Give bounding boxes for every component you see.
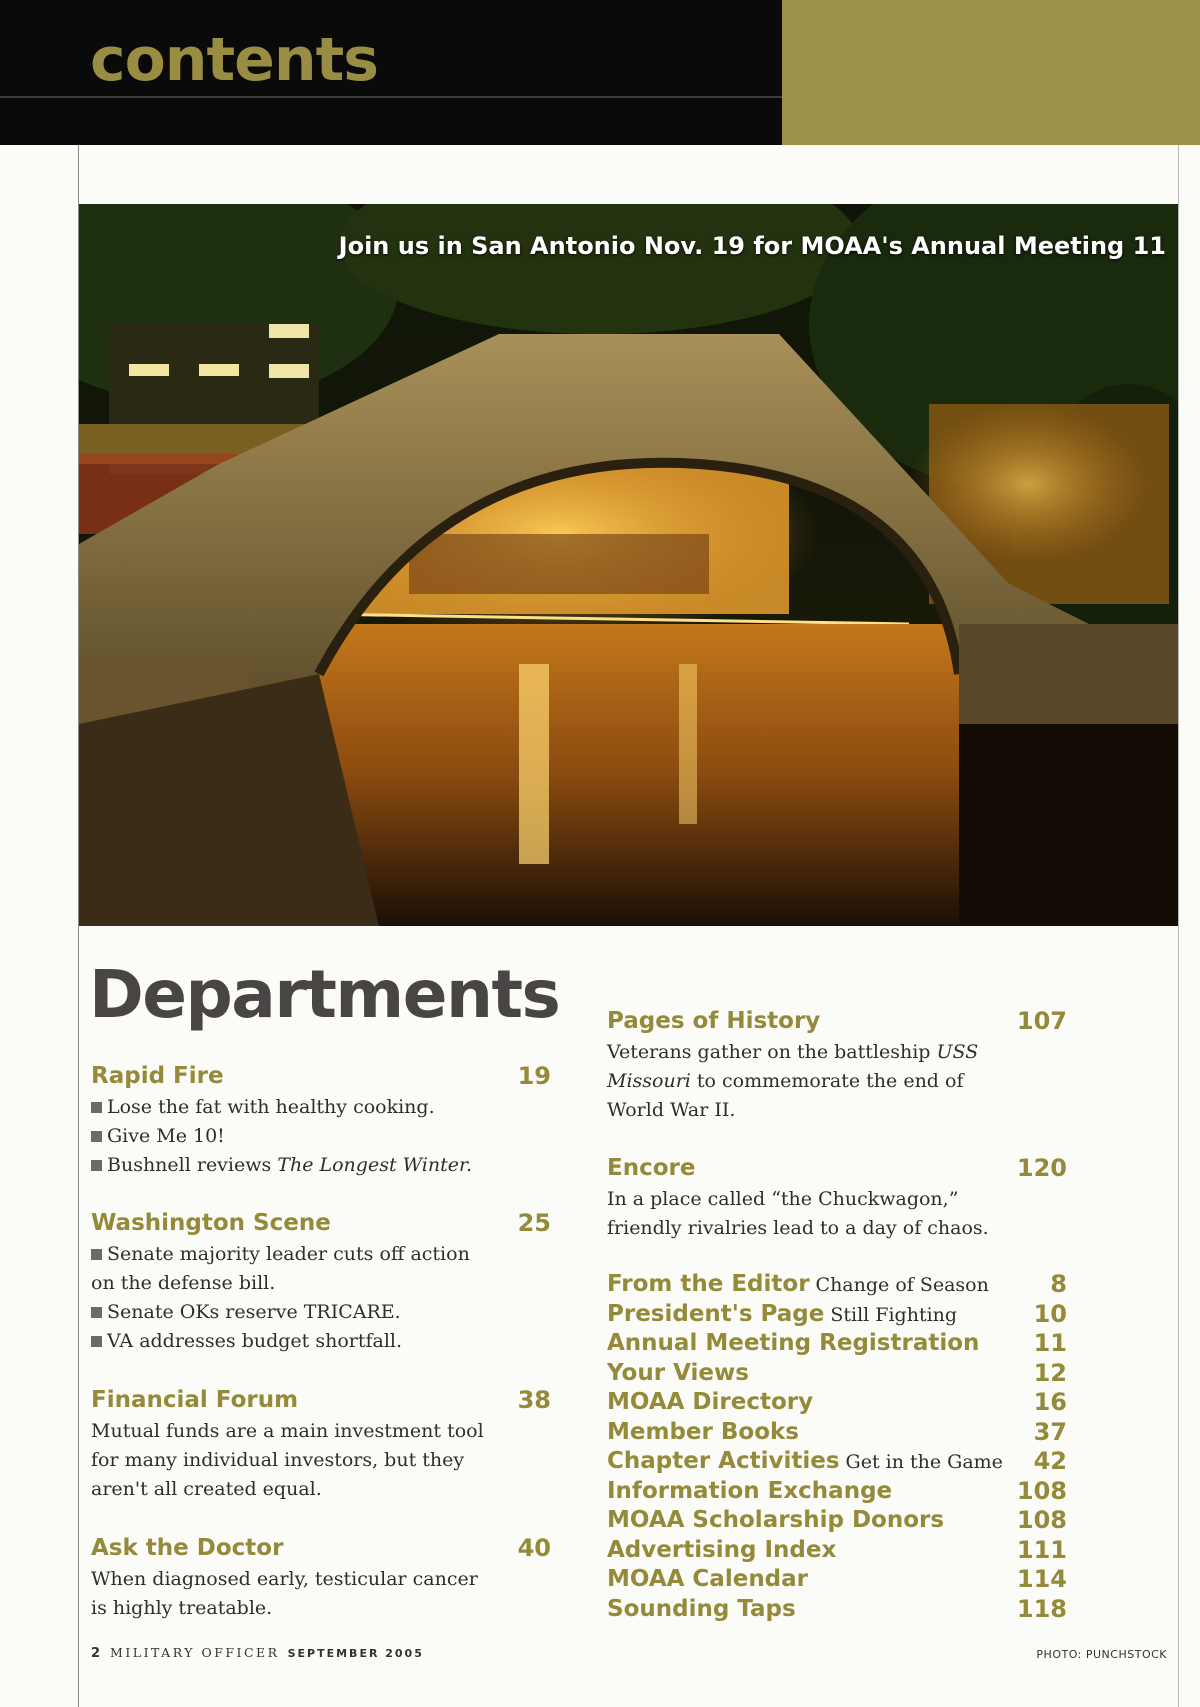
entry-title[interactable]: Ask the Doctor: [91, 1535, 284, 1561]
bullet-icon: [91, 1336, 102, 1347]
entry-description: Mutual funds are a main investment tool for many individual investors, but they aren't all created equal.: [91, 1420, 484, 1500]
list-item[interactable]: Annual Meeting Registration 11: [607, 1329, 1067, 1357]
entry-page-number: 42: [1033, 1447, 1067, 1475]
bullet-icon: [91, 1160, 102, 1171]
entry-page-number: 19: [517, 1062, 551, 1090]
bullet-icon: [91, 1249, 102, 1260]
entry-title[interactable]: Encore: [607, 1155, 696, 1181]
entry-description: When diagnosed early, testicular cancer is highly treatable.: [91, 1568, 478, 1619]
entry-encore[interactable]: [607, 1153, 1067, 1243]
header-accent-block: [782, 0, 1200, 145]
photo-caption: Join us in San Antonio Nov. 19 for MOAA's Annual Meeting 11: [338, 232, 1166, 260]
entry-financial-forum[interactable]: [91, 1385, 551, 1504]
entry-page-number: 8: [1050, 1270, 1067, 1298]
entry-page-number: 111: [1016, 1535, 1067, 1564]
list-item[interactable]: Chapter Activities Get in the Game 42: [607, 1447, 1067, 1475]
bullet-icon: [91, 1131, 102, 1142]
footer-issue-date: SEPTEMBER 2005: [287, 1647, 424, 1660]
entry-page-number: 25: [517, 1209, 551, 1237]
list-item[interactable]: Your Views 12: [607, 1358, 1067, 1387]
entry-description: Senate majority leader cuts off action on the defense bill. Senate OKs reserve TRICARE. VA addresses budget shortfall.: [91, 1243, 470, 1352]
entry-description: In a place called “the Chuckwagon,” friendly rivalries lead to a day of chaos.: [607, 1188, 989, 1239]
entry-rapid-fire[interactable]: [91, 1061, 551, 1180]
river-walk-bridge-image: [79, 204, 1178, 926]
entry-page-number: 118: [1016, 1594, 1067, 1623]
entry-page-number: 37: [1033, 1417, 1067, 1446]
list-item[interactable]: Member Books 37: [607, 1417, 1067, 1446]
footer-magazine-name: MILITARY OFFICER: [110, 1645, 280, 1660]
entry-pages-of-history[interactable]: [607, 1006, 1067, 1125]
header-divider: [0, 96, 782, 98]
entry-page-number: 11: [1033, 1329, 1067, 1357]
entry-title[interactable]: Financial Forum: [91, 1387, 299, 1413]
entry-page-number: 16: [1033, 1388, 1067, 1416]
short-features-list: [607, 1270, 1067, 1624]
entry-page-number: 108: [1016, 1506, 1067, 1534]
entry-page-number: 38: [517, 1386, 551, 1414]
list-item[interactable]: From the Editor Change of Season 8: [607, 1270, 1067, 1298]
entry-title[interactable]: Pages of History: [607, 1008, 821, 1034]
entry-ask-the-doctor[interactable]: [91, 1533, 551, 1623]
list-item[interactable]: Sounding Taps 118: [607, 1594, 1067, 1623]
footer-page-number: 2: [91, 1646, 101, 1661]
bullet-icon: [91, 1102, 102, 1113]
departments-heading: Departments: [89, 956, 560, 1033]
list-item[interactable]: President's Page Still Fighting 10: [607, 1299, 1067, 1328]
page-frame-right: [1178, 145, 1179, 1707]
list-item[interactable]: Information Exchange 108: [607, 1476, 1067, 1505]
photo-credit: PHOTO: PUNCHSTOCK: [1036, 1648, 1167, 1661]
list-item[interactable]: Advertising Index 111: [607, 1535, 1067, 1564]
list-item[interactable]: MOAA Scholarship Donors 108: [607, 1506, 1067, 1534]
entry-description: Lose the fat with healthy cooking. Give Me 10! Bushnell reviews The Longest Winter.: [91, 1093, 551, 1180]
entry-title[interactable]: Washington Scene: [91, 1210, 331, 1236]
entry-page-number: 120: [1016, 1154, 1067, 1182]
entry-page-number: 114: [1016, 1565, 1067, 1593]
entry-title[interactable]: Rapid Fire: [91, 1063, 224, 1089]
page-title: contents: [90, 25, 378, 95]
entry-washington-scene[interactable]: [91, 1208, 551, 1356]
entry-page-number: 10: [1033, 1299, 1067, 1328]
entry-page-number: 12: [1033, 1358, 1067, 1387]
feature-photo: [79, 204, 1178, 926]
entry-page-number: 108: [1016, 1476, 1067, 1505]
list-item[interactable]: MOAA Calendar 114: [607, 1565, 1067, 1593]
bullet-icon: [91, 1307, 102, 1318]
entry-description: Veterans gather on the battleship USS Missouri to commemorate the end of World War II.: [607, 1041, 979, 1121]
page-footer: [91, 1645, 424, 1661]
entry-page-number: 107: [1016, 1007, 1067, 1035]
list-item[interactable]: MOAA Directory 16: [607, 1388, 1067, 1416]
entry-page-number: 40: [517, 1534, 551, 1562]
